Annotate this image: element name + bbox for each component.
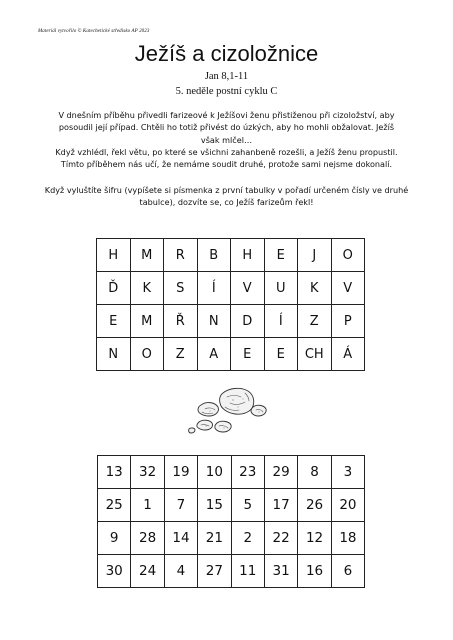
liturgical-day: 5. neděle postní cyklu C — [175, 86, 278, 97]
number-cell: 24 — [131, 555, 164, 588]
letter-cell: U — [264, 272, 298, 305]
number-cell: 29 — [264, 456, 297, 489]
letter-row — [97, 338, 365, 371]
letter-cell: K — [298, 272, 332, 305]
number-cell: 20 — [331, 489, 364, 522]
number-cell: 12 — [298, 522, 331, 555]
number-cell: 18 — [331, 522, 364, 555]
number-table — [97, 455, 365, 588]
letter-cell: E — [231, 338, 265, 371]
letter-cell: M — [130, 239, 164, 272]
letter-cell: Ď — [97, 272, 131, 305]
number-cell: 27 — [198, 555, 231, 588]
bible-reference: Jan 8,1-11 — [204, 71, 249, 82]
number-cell: 10 — [198, 456, 231, 489]
instruction-line-2: tabulce), dozvíte se, co Ježíš farizeům řekl! — [139, 197, 314, 208]
letter-cell: H — [97, 239, 131, 272]
letter-cell: CH — [298, 338, 332, 371]
number-cell: 2 — [231, 522, 264, 555]
number-cell: 21 — [198, 522, 231, 555]
instruction-line-1: Když vyluštíte šifru (vypíšete si písmenka z první tabulky v pořadí určeném čísly ve druhé — [44, 185, 409, 195]
letter-cell: D — [231, 305, 265, 338]
number-cell: 15 — [198, 489, 231, 522]
letter-cell: S — [164, 272, 198, 305]
letter-cell: Ř — [164, 305, 198, 338]
intro-line-5: Tímto příběhem nás učí, že nemáme soudit druhé, protože sami nejsme dokonalí. — [60, 159, 393, 170]
number-row — [98, 555, 365, 588]
letter-cell: V — [231, 272, 265, 305]
letter-cell: K — [130, 272, 164, 305]
stones-icon — [183, 385, 273, 443]
number-row — [98, 522, 365, 555]
number-cell: 11 — [231, 555, 264, 588]
number-cell: 4 — [164, 555, 197, 588]
number-cell: 31 — [264, 555, 297, 588]
number-cell: 5 — [231, 489, 264, 522]
letter-cell: H — [231, 239, 265, 272]
number-row — [98, 489, 365, 522]
number-cell: 19 — [164, 456, 197, 489]
letter-table — [96, 238, 365, 371]
number-cell: 16 — [298, 555, 331, 588]
number-cell: 17 — [264, 489, 297, 522]
letter-cell: A — [197, 338, 231, 371]
letter-cell: Z — [164, 338, 198, 371]
letter-cell: E — [264, 338, 298, 371]
page-title: Ježíš a cizoložnice — [134, 41, 319, 66]
letter-cell: Á — [331, 338, 365, 371]
intro-line-4: Když vzhlédl, řekl větu, po které se všichni zahanbeně rozešli, a Ježíš ženu propustil. — [55, 146, 398, 157]
letter-cell: O — [331, 239, 365, 272]
number-cell: 14 — [164, 522, 197, 555]
number-row — [98, 456, 365, 489]
letter-cell: M — [130, 305, 164, 338]
letter-cell: Í — [197, 272, 231, 305]
letter-cell: V — [331, 272, 365, 305]
letter-row — [97, 305, 365, 338]
letter-cell: B — [197, 239, 231, 272]
letter-cell: Í — [264, 305, 298, 338]
number-cell: 1 — [131, 489, 164, 522]
letter-cell: Z — [298, 305, 332, 338]
intro-paragraph — [30, 109, 423, 170]
letter-row — [97, 239, 365, 272]
number-cell: 30 — [98, 555, 131, 588]
letter-cell: E — [97, 305, 131, 338]
number-cell: 13 — [98, 456, 131, 489]
letter-cell: O — [130, 338, 164, 371]
intro-line-2: posoudil její případ. Chtěli ho totiž přivést do úzkých, aby ho mohli obžalovat. Ježíš — [58, 122, 395, 133]
letter-cell: E — [264, 239, 298, 272]
number-cell: 23 — [231, 456, 264, 489]
number-cell: 26 — [298, 489, 331, 522]
number-cell: 28 — [131, 522, 164, 555]
number-cell: 7 — [164, 489, 197, 522]
number-cell: 22 — [264, 522, 297, 555]
letter-cell: R — [164, 239, 198, 272]
letter-cell: J — [298, 239, 332, 272]
instruction-paragraph — [30, 184, 423, 209]
letter-cell: N — [197, 305, 231, 338]
number-cell: 6 — [331, 555, 364, 588]
credit-line: Materiál vytvořilo © Katechetické středisko AP 2023 — [38, 29, 150, 34]
intro-line-1: V dnešním příběhu přivedli farizeové k Ježíšovi ženu přistiženou při cizoložství, aby — [58, 110, 395, 120]
letter-cell: P — [331, 305, 365, 338]
number-cell: 9 — [98, 522, 131, 555]
number-cell: 32 — [131, 456, 164, 489]
number-cell: 8 — [298, 456, 331, 489]
number-cell: 3 — [331, 456, 364, 489]
intro-line-3: však mlčel… — [200, 134, 253, 145]
letter-row — [97, 272, 365, 305]
number-cell: 25 — [98, 489, 131, 522]
letter-cell: N — [97, 338, 131, 371]
